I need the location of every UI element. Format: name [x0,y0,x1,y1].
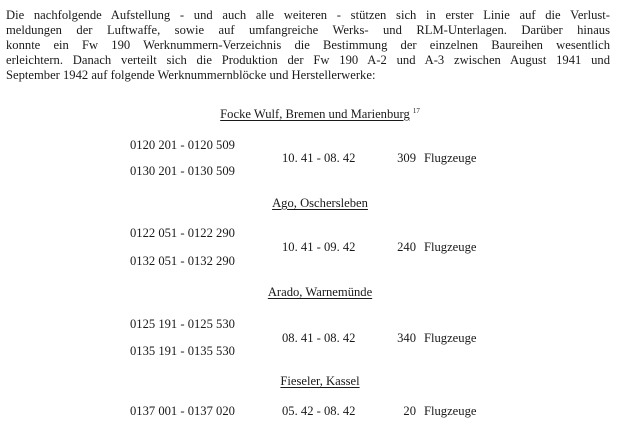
aircraft-count: 20 [403,404,416,418]
aircraft-unit: Flugzeuge [424,151,477,165]
intro-paragraph [6,8,610,83]
production-period: 10. 41 - 08. 42 [282,151,356,165]
production-period: 05. 42 - 08. 42 [282,404,356,418]
intro-line: meldungen der Luftwaffe, sowie auf umfangreiche Werks- und RLM-Unterlagen. Darüber hinaus [6,23,610,37]
manufacturer-heading [0,374,640,389]
manufacturer-name: Arado, Warnemünde [267,285,373,299]
serial-range: 0122 051 - 0122 290 [130,226,235,240]
serial-range: 0130 201 - 0130 509 [130,164,235,178]
serial-range: 0137 001 - 0137 020 [130,404,235,418]
manufacturer-name: Ago, Oschersleben [272,196,368,210]
serial-range: 0135 191 - 0135 530 [130,344,235,358]
manufacturer-heading [0,104,640,122]
production-period: 08. 41 - 08. 42 [282,331,356,345]
intro-line: September 1942 auf folgende Werknummernblöcke und Herstellerwerke: [6,68,376,82]
footnote-marker: 17 [412,107,420,115]
aircraft-unit: Flugzeuge [424,240,477,254]
intro-line: Die nachfolgende Aufstellung - und auch alle weiteren - stützen sich in erster Linie auf die Verlust- [6,8,610,22]
serial-range: 0125 191 - 0125 530 [130,317,235,331]
aircraft-unit: Flugzeuge [424,404,477,418]
intro-line: erleichtern. Danach verteilt sich die Produktion der Fw 190 A-2 und A-3 zwischen August 1941 und [6,53,610,67]
manufacturer-heading [0,285,640,300]
manufacturer-name: Fieseler, Kassel [280,374,360,388]
aircraft-count: 340 [397,331,416,345]
aircraft-count: 309 [397,151,416,165]
serial-range: 0132 051 - 0132 290 [130,254,235,268]
aircraft-count: 240 [397,240,416,254]
production-period: 10. 41 - 09. 42 [282,240,356,254]
serial-range: 0120 201 - 0120 509 [130,138,235,152]
intro-line: konnte ein Fw 190 Werknummern-Verzeichnis die Bestimmung der einzelnen Baureihen wesentlich [6,38,610,52]
aircraft-unit: Flugzeuge [424,331,477,345]
manufacturer-heading [0,196,640,211]
manufacturer-name: Focke Wulf, Bremen und Marienburg [220,107,410,121]
